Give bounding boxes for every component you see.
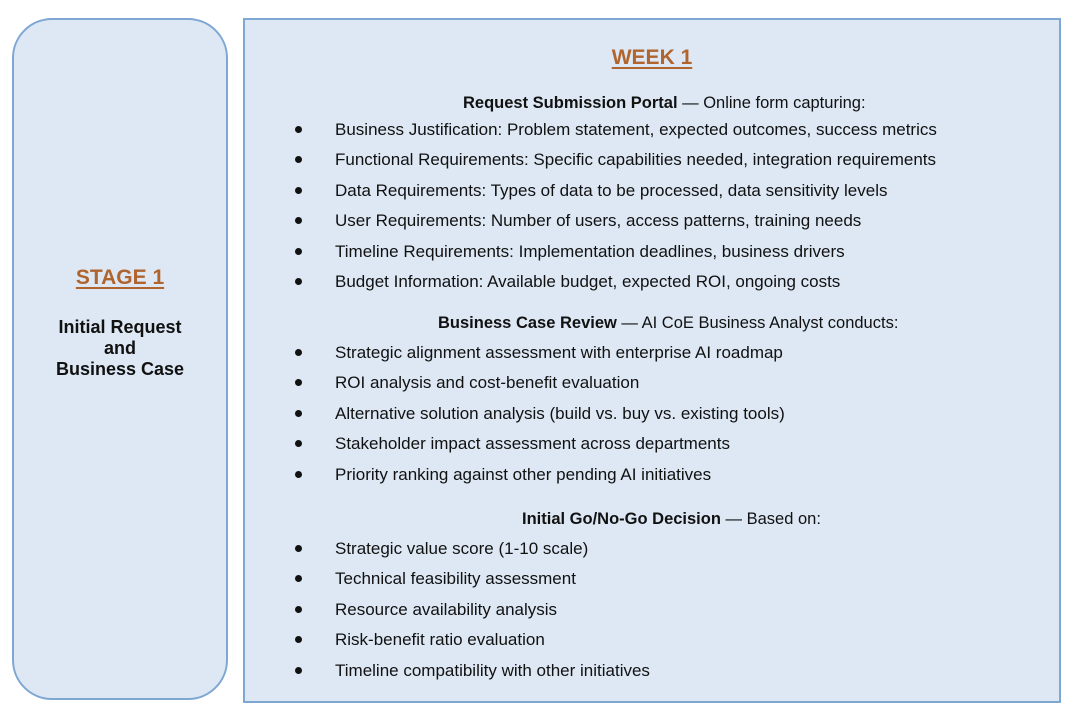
section-heading-rest: — Based on: [720,510,821,528]
list-item-text: Strategic alignment assessment with enterprise AI roadmap [335,343,783,362]
bullet-icon [295,248,302,255]
section-heading-bold: Initial Go/No-Go Decision [522,510,721,528]
list-item-text: Alternative solution analysis (build vs. buy vs. existing tools) [335,403,785,423]
bullet-icon [295,471,302,478]
bullet-icon [295,636,302,643]
section-heading-rest: — Online form capturing: [677,94,866,112]
bullet-icon [295,667,302,674]
bullet-icon [295,187,302,194]
bullet-icon [295,217,302,224]
list-item-text: Stakeholder impact assessment across departments [335,434,730,454]
bullet-icon [295,440,302,447]
bullet-icon [295,156,302,163]
list-item-text: Business Justification: Problem statement, expected outcomes, success metrics [335,120,937,139]
bullet-icon [295,126,302,133]
bullet-icon [295,575,302,582]
list-item-text: Strategic value score (1-10 scale) [335,539,589,558]
list-item-text: Risk-benefit ratio evaluation [335,630,545,650]
stage-panel [12,18,228,700]
stage-subtitle: Initial Request and Business Case [55,317,185,379]
section-heading-request-portal [463,94,866,113]
week-panel [243,18,1061,703]
section-heading-rest: — AI CoE Business Analyst conducts: [616,314,899,332]
bullet-icon [295,349,302,356]
list-item-text: Technical feasibility assessment [335,569,576,589]
list-item-text: Timeline Requirements: Implementation deadlines, business drivers [335,241,845,261]
bullet-icon [295,278,302,285]
bullet-icon [295,410,302,417]
list-item-text: Resource availability analysis [335,599,558,619]
list-item-text: Data Requirements: Types of data to be processed, data sensitivity levels [335,180,888,200]
bullet-icon [295,545,302,552]
bullet-icon [295,606,302,613]
section-heading-bold: Request Submission Portal [463,94,678,112]
week-title: WEEK 1 [611,46,693,69]
list-item-text: Timeline compatibility with other initiatives [335,660,650,680]
list-item-text: User Requirements: Number of users, access patterns, training needs [335,211,862,231]
list-item-text: Priority ranking against other pending AI initiatives [335,464,712,484]
bullet-icon [295,379,302,386]
section-heading-bold: Business Case Review [438,314,617,332]
section-heading-business-case [438,314,898,333]
list-item-text: Budget Information: Available budget, expected ROI, ongoing costs [335,271,841,291]
list-item-text: ROI analysis and cost-benefit evaluation [335,373,640,393]
stage-title: STAGE 1 [75,266,165,289]
section-heading-go-no-go [522,510,821,529]
list-item-text: Functional Requirements: Specific capabilities needed, integration requirements [335,150,937,170]
